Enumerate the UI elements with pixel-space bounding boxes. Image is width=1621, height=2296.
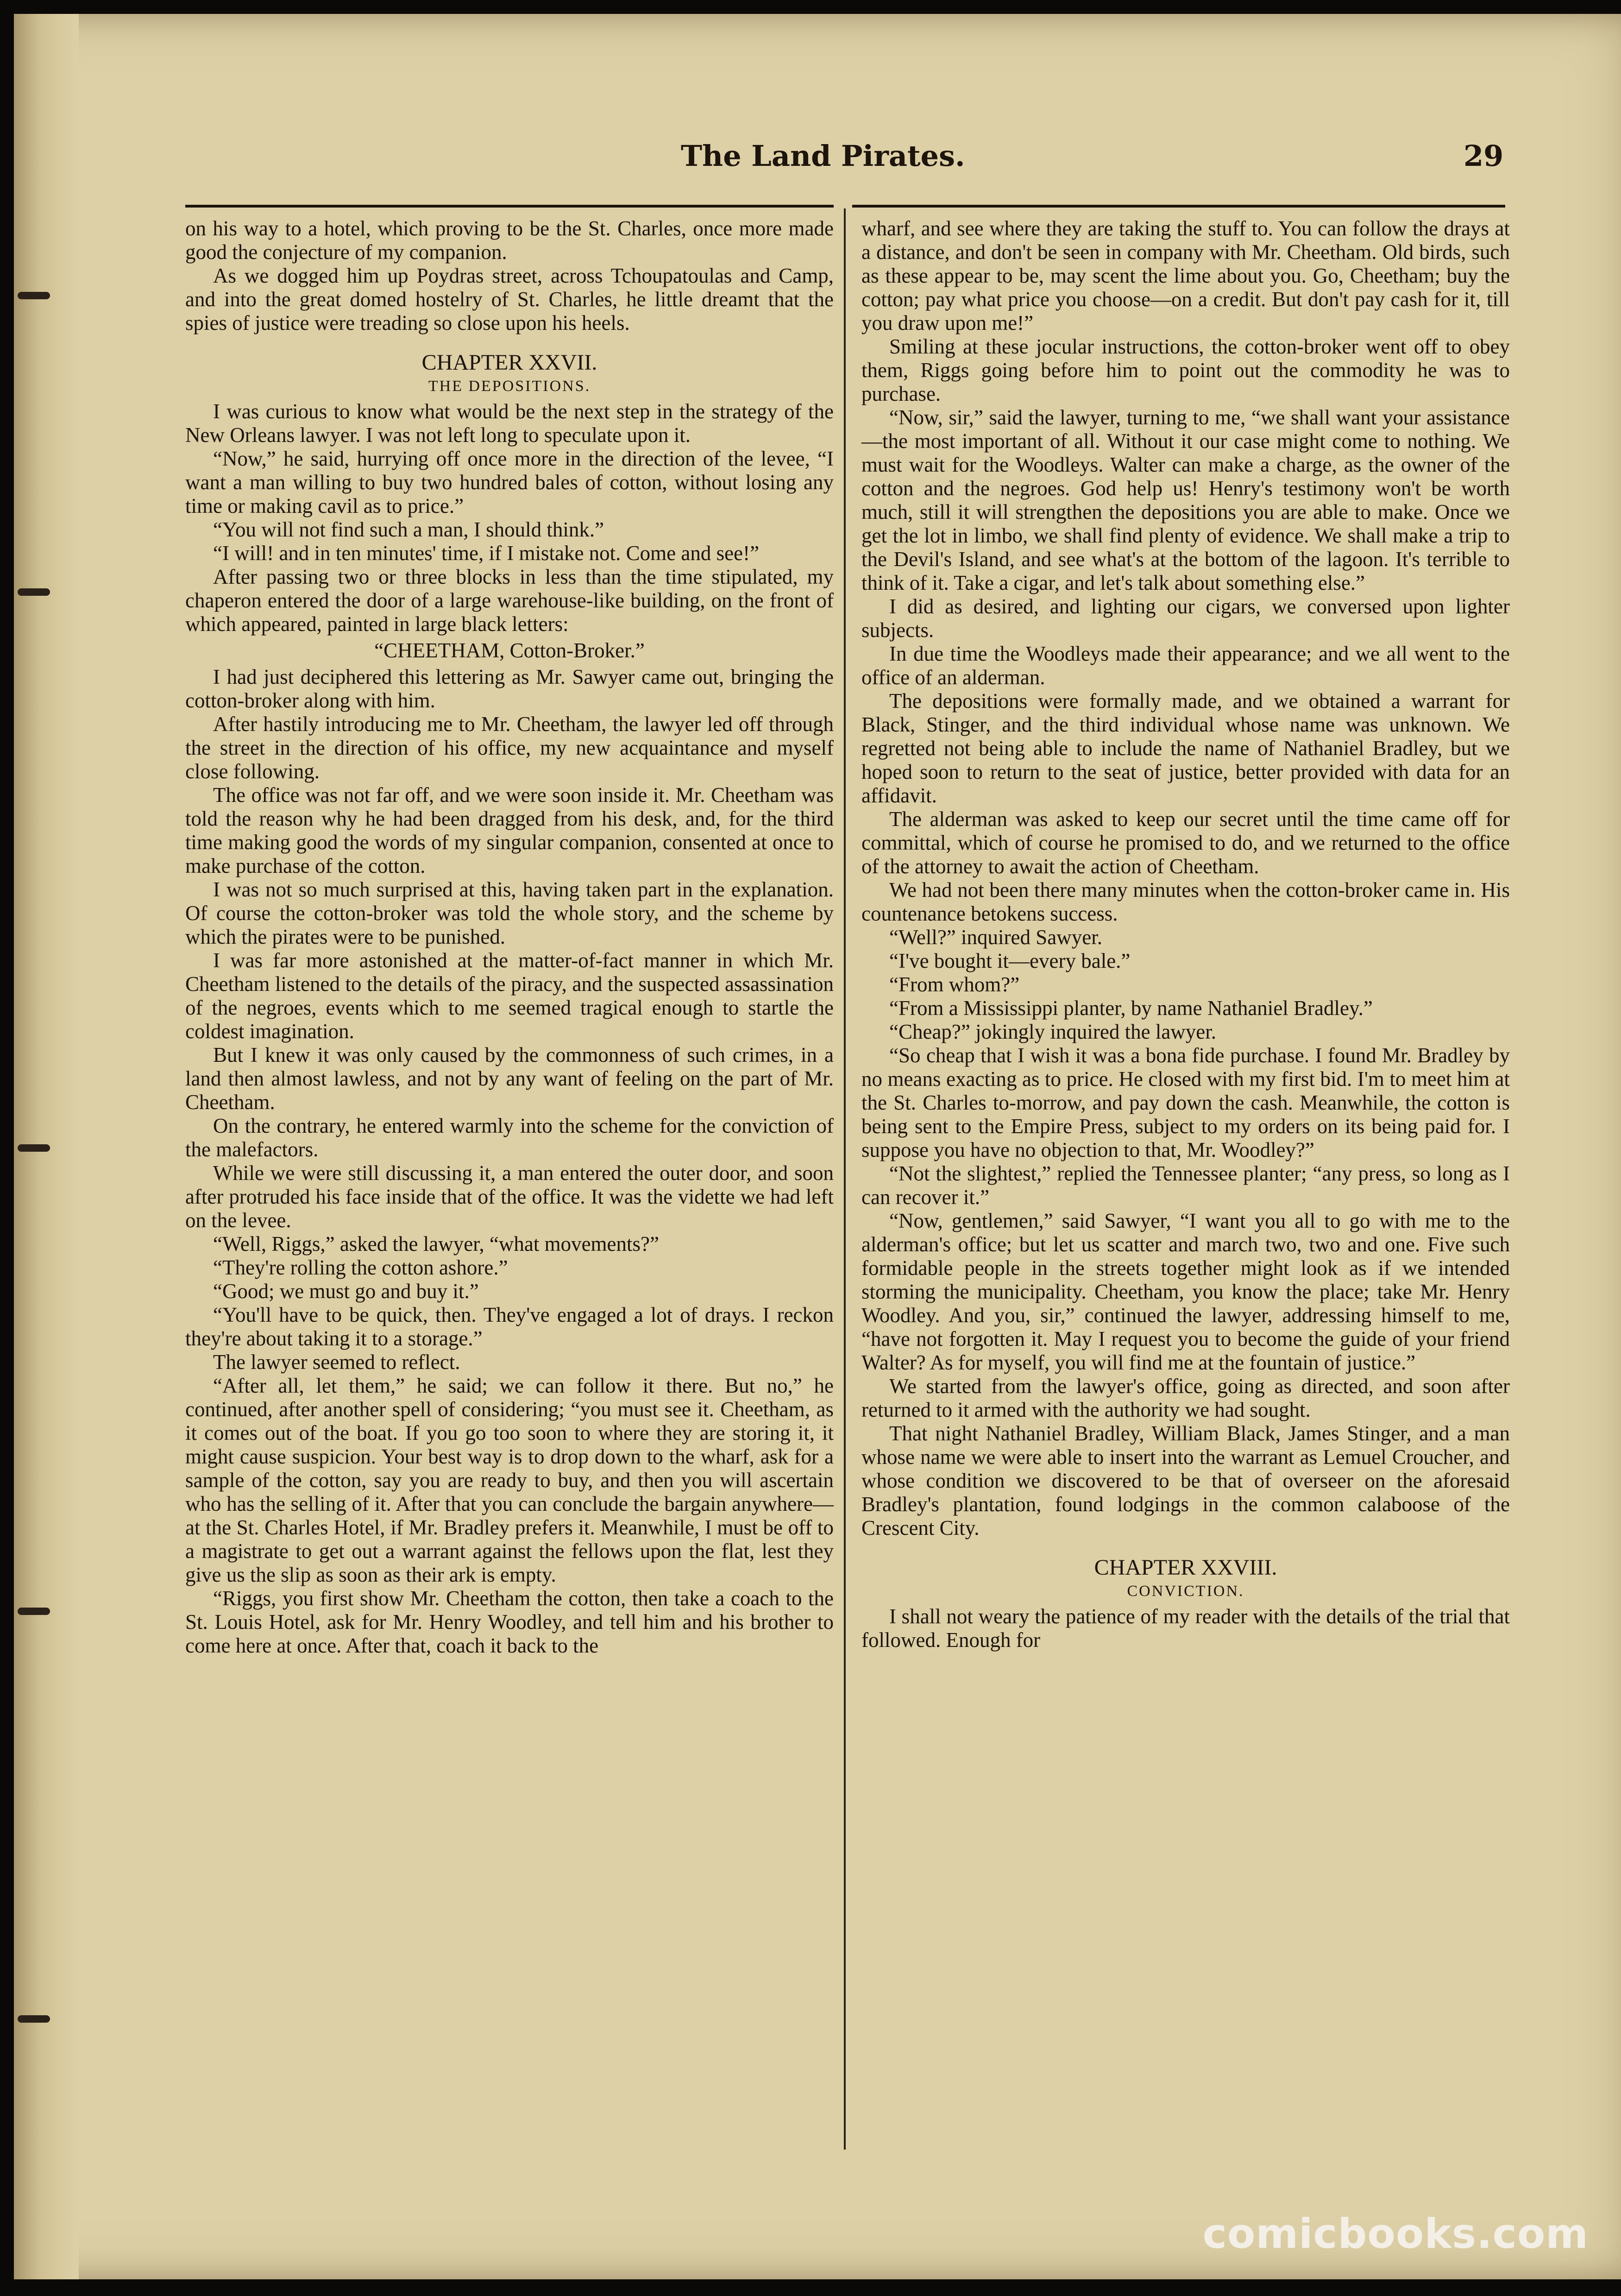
paragraph: The office was not far off, and we were soon inside it. Mr. Cheetham was told the reason why he had been dragged from his desk, and, for the third time making good the words of my singular companion, consented at once to make purchase of the cotton. (185, 783, 834, 877)
paragraph: “Now, sir,” said the lawyer, turning to me, “we shall want your assistance—the most important of all. Without it our case might come to nothing. We must wait for the Woodleys. Walter can make a charge, as the owner of the cotton and the negroes. God help us! Henry's testimony won't be worth much, still it will strengthen the depositions you are able to make. Once we get the lot in limbo, we shall find plenty of evidence. We shall make a trip to the Devil's Island, and see what's at the bottom of the lagoon. It's terrible to think of it. Take a cigar, and let's talk about something else.” (861, 406, 1510, 594)
paragraph: We had not been there many minutes when the cotton-broker came in. His countenance betokens success. (861, 878, 1510, 925)
paragraph: “They're rolling the cotton ashore.” (213, 1256, 508, 1279)
paragraph: “Cheap?” jokingly inquired the lawyer. (889, 1020, 1217, 1043)
running-title: The Land Pirates. (681, 139, 965, 173)
paragraph: I did as desired, and lighting our cigars, we conversed upon lighter subjects. (861, 595, 1510, 642)
binding-stitch (18, 2015, 50, 2023)
chapter-subtitle: CONVICTION. (1127, 1583, 1244, 1600)
paragraph: “You will not find such a man, I should think.” (213, 518, 604, 541)
paragraph: “From a Mississippi planter, by name Nathaniel Bradley.” (889, 997, 1373, 1020)
paragraph: In due time the Woodleys made their appearance; and we all went to the office of an alderman. (861, 642, 1510, 689)
paragraph: I shall not weary the patience of my reader with the details of the trial that followed. Enough for (861, 1605, 1510, 1652)
paragraph: The depositions were formally made, and we obtained a warrant for Black, Stinger, and the third individual whose name was unknown. We regretted not being able to include the name of Nathaniel Bradley, but we hoped soon to return to the seat of justice, better provided with data for an affidavit. (861, 689, 1510, 807)
book-spine (14, 14, 79, 2279)
paragraph: I was far more astonished at the matter-of-fact manner in which Mr. Cheetham listened to the details of the piracy, and the suspected assassination of the negroes, events which to me seemed tragical enough to startle the coldest imagination. (185, 949, 834, 1043)
paragraph: wharf, and see where they are taking the stuff to. You can follow the drays at a distance, and don't be seen in company with Mr. Cheetham. Old birds, such as these appear to be, may scent the lime about you. Go, Cheetham; buy the cotton; pay what price you choose—on a credit. But don't pay cash for it, till you draw upon me!” (861, 217, 1510, 334)
binding-stitch (18, 1608, 50, 1615)
header-rule-left (185, 205, 834, 208)
header-rule-right (852, 205, 1505, 208)
paragraph: “Riggs, you first show Mr. Cheetham the cotton, then take a coach to the St. Louis Hotel, ask for Mr. Henry Woodley, and tell him and his brother to come here at once. After that, coach it back to the (185, 1587, 834, 1657)
sign-text: “CHEETHAM, Cotton-Broker.” (374, 639, 645, 662)
chapter-title: CHAPTER XXVII. (421, 350, 597, 375)
paragraph: “After all, let them,” he said; we can follow it there. But no,” he continued, after another spell of considering; “you must see it. Cheetham, as it comes out of the boat. If you go too soon to where they are storing it, it might cause suspicion. Your best way is to drop down to the wharf, ask for a sample of the cotton, say you are ready to buy, and then you will ascertain who has the selling of it. After that you can conclude the bargain anywhere—at the St. Charles Hotel, if Mr. Bradley prefers it. Meanwhile, I must be off to a magistrate to get out a warrant against the fellows upon the flat, lest they give us the slip as soon as their ark is empty. (185, 1374, 834, 1586)
paragraph: I had just deciphered this lettering as Mr. Sawyer came out, bringing the cotton-broker along with him. (185, 665, 834, 712)
paragraph: “Well, Riggs,” asked the lawyer, “what movements?” (213, 1232, 659, 1255)
paragraph: “Not the slightest,” replied the Tennessee planter; “any press, so long as I can recover it.” (861, 1162, 1510, 1209)
right-column (861, 217, 1510, 1652)
column-divider (844, 208, 846, 2150)
paragraph: As we dogged him up Poydras street, across Tchoupatoulas and Camp, and into the great domed hostelry of St. Charles, he little dreamt that the spies of justice were treading so close upon his heels. (185, 264, 834, 334)
paragraph: After hastily introducing me to Mr. Cheetham, the lawyer led off through the street in the direction of his office, my new acquaintance and myself close following. (185, 713, 834, 783)
binding-stitch (18, 292, 50, 299)
paragraph: I was curious to know what would be the next step in the strategy of the New Orleans lawyer. I was not left long to speculate upon it. (185, 400, 834, 447)
paragraph: On the contrary, he entered warmly into the scheme for the conviction of the malefactors. (185, 1114, 834, 1161)
paragraph: But I knew it was only caused by the commonness of such crimes, in a land then almost lawless, and not by any want of feeling on the part of Mr. Cheetham. (185, 1043, 834, 1114)
paragraph: “So cheap that I wish it was a bona fide purchase. I found Mr. Bradley by no means exacting as to price. He closed with my first bid. I'm to meet him at the St. Charles to-morrow, and pay down the cash. Meanwhile, the cotton is being sent to the Empire Press, subject to my orders on its being paid for. I suppose you have no objection to that, Mr. Woodley?” (861, 1044, 1510, 1161)
paragraph: “Good; we must go and buy it.” (213, 1280, 479, 1303)
paragraph: We started from the lawyer's office, going as directed, and soon after returned to it armed with the authority we had sought. (861, 1375, 1510, 1421)
paragraph: The lawyer seemed to reflect. (213, 1350, 460, 1374)
book-page (14, 14, 1621, 2279)
paragraph: “From whom?” (889, 973, 1020, 996)
paragraph: “I've bought it—every bale.” (889, 949, 1131, 972)
chapter-title: CHAPTER XXVIII. (1094, 1555, 1277, 1580)
paragraph: I was not so much surprised at this, having taken part in the explanation. Of course the cotton-broker was told the whole story, and the scheme by which the pirates were to be punished. (185, 878, 834, 948)
paragraph: “You'll have to be quick, then. They've engaged a lot of drays. I reckon they're about taking it to a storage.” (185, 1303, 834, 1350)
paragraph: “Well?” inquired Sawyer. (889, 926, 1102, 949)
chapter-subtitle: THE DEPOSITIONS. (428, 378, 591, 395)
binding-stitch (18, 588, 50, 596)
paragraph: “I will! and in ten minutes' time, if I mistake not. Come and see!” (213, 542, 760, 565)
site-watermark: comicbooks.com (1202, 2210, 1589, 2258)
paragraph: After passing two or three blocks in less than the time stipulated, my chaperon entered the door of a large warehouse-like building, on the front of which appeared, painted in large black letters: (185, 565, 834, 636)
binding-stitch (18, 1144, 50, 1152)
left-column (185, 217, 834, 1658)
paragraph: Smiling at these jocular instructions, the cotton-broker went off to obey them, Riggs going before him to point out the commodity he was to purchase. (861, 335, 1510, 405)
page-number: 29 (1464, 139, 1504, 173)
paragraph: That night Nathaniel Bradley, William Black, James Stinger, and a man whose name we were able to insert into the warrant as Lemuel Croucher, and whose condition we discovered to be that of overseer on the aforesaid Bradley's plantation, found lodgings in the common calaboose of the Crescent City. (861, 1422, 1510, 1539)
paragraph: “Now,” he said, hurrying off once more in the direction of the levee, “I want a man willing to buy two hundred bales of cotton, without losing any time or making cavil as to price.” (185, 447, 834, 517)
paragraph: While we were still discussing it, a man entered the outer door, and soon after protruded his face inside that of the office. It was the vidette we had left on the levee. (185, 1161, 834, 1232)
paragraph: “Now, gentlemen,” said Sawyer, “I want you all to go with me to the alderman's office; but let us scatter and march two, two and one. Five such formidable people in the streets together might look as if we intended storming the municipality. Cheetham, you know the place; take Mr. Henry Woodley. And you, sir,” continued the lawyer, addressing himself to me, “have not forgotten it. May I request you to become the guide of your friend Walter? As for myself, you will find me at the fountain of justice.” (861, 1209, 1510, 1374)
paragraph: on his way to a hotel, which proving to be the St. Charles, once more made good the conjecture of my companion. (185, 217, 834, 264)
paragraph: The alderman was asked to keep our secret until the time came off for committal, which of course he promised to do, and we returned to the office of the attorney to await the action of Cheetham. (861, 807, 1510, 878)
